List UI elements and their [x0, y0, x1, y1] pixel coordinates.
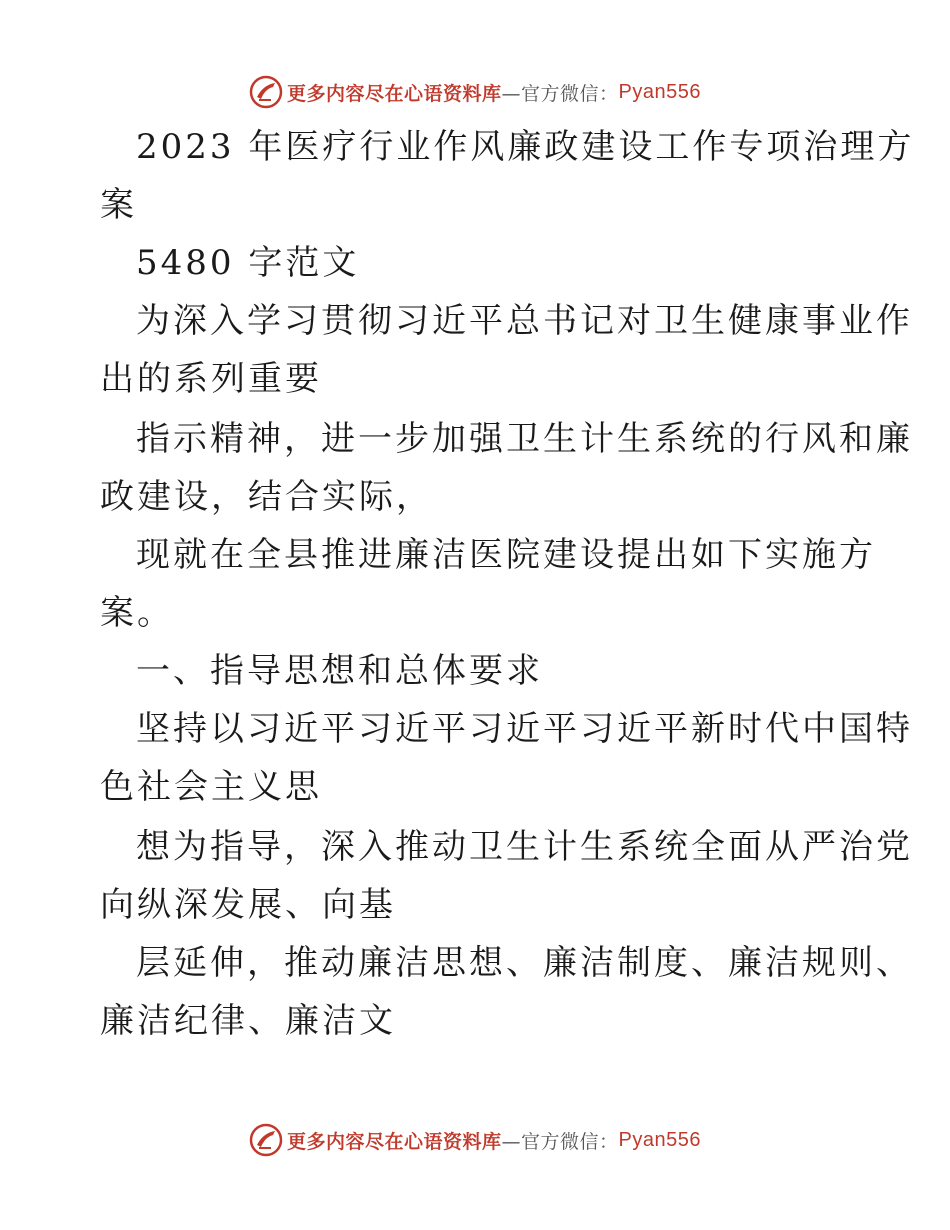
doc-paragraph-line: 政建设，结合实际， [100, 477, 433, 517]
doc-title-line-1: 2023 年医疗行业作风廉政建设工作专项治理方 [136, 127, 915, 167]
banner-main-text: 更多内容尽在心语资料库 [287, 1130, 502, 1153]
writing-hand-logo-icon [249, 75, 283, 109]
footer-watermark-banner [0, 1120, 950, 1160]
doc-paragraph-line: 案。 [100, 593, 174, 633]
doc-paragraph-line: 坚持以习近平习近平习近平习近平新时代中国特 [136, 709, 913, 749]
banner-separator-text: —官方微信： [501, 1130, 619, 1153]
doc-paragraph-line: 指示精神，进一步加强卫生计生系统的行风和廉 [136, 419, 913, 459]
doc-word-count: 5480 字范文 [136, 243, 360, 283]
doc-paragraph-line: 出的系列重要 [100, 359, 322, 399]
banner-account-text: Pyan556 [618, 1128, 701, 1151]
doc-paragraph-line: 现就在全县推进廉洁医院建设提出如下实施方 [136, 535, 876, 575]
doc-paragraph-line: 层延伸，推动廉洁思想、廉洁制度、廉洁规则、 [136, 943, 913, 983]
doc-paragraph-line: 向纵深发展、向基 [100, 885, 396, 925]
doc-section-heading: 一、指导思想和总体要求 [136, 651, 543, 691]
banner-account-text: Pyan556 [618, 80, 701, 103]
doc-paragraph-line: 色社会主义思 [100, 767, 322, 807]
doc-paragraph-line: 为深入学习贯彻习近平总书记对卫生健康事业作 [136, 301, 913, 341]
doc-paragraph-line: 想为指导，深入推动卫生计生系统全面从严治党 [136, 827, 913, 867]
banner-main-text: 更多内容尽在心语资料库 [287, 82, 502, 105]
writing-hand-logo-icon [249, 1123, 283, 1157]
header-watermark-banner [0, 72, 950, 112]
doc-title-line-2: 案 [100, 185, 137, 225]
banner-separator-text: —官方微信： [501, 82, 619, 105]
doc-paragraph-line: 廉洁纪律、廉洁文 [100, 1001, 396, 1041]
